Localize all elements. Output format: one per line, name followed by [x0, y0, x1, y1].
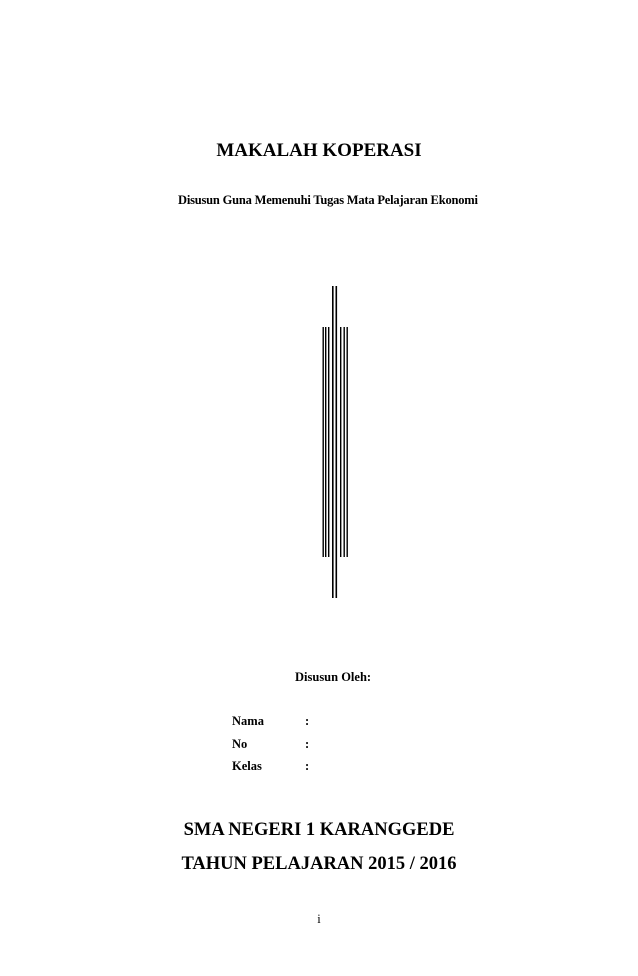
- author-heading: Disusun Oleh:: [295, 670, 372, 684]
- document-subtitle: Disusun Guna Memenuhi Tugas Mata Pelajaran Ekonomi: [178, 193, 478, 207]
- field-label-kelas: Kelas: [232, 759, 262, 773]
- field-separator-kelas: :: [305, 759, 310, 773]
- page-number: i: [317, 912, 321, 926]
- field-label-nama: Nama: [232, 714, 264, 728]
- academic-year: TAHUN PELAJARAN 2015 / 2016: [181, 854, 457, 874]
- school-name: SMA NEGERI 1 KARANGGEDE: [183, 820, 455, 840]
- field-separator-no: :: [305, 737, 310, 751]
- field-separator-nama: :: [305, 714, 310, 728]
- field-label-no: No: [232, 737, 248, 751]
- document-title: MAKALAH KOPERASI: [216, 140, 422, 161]
